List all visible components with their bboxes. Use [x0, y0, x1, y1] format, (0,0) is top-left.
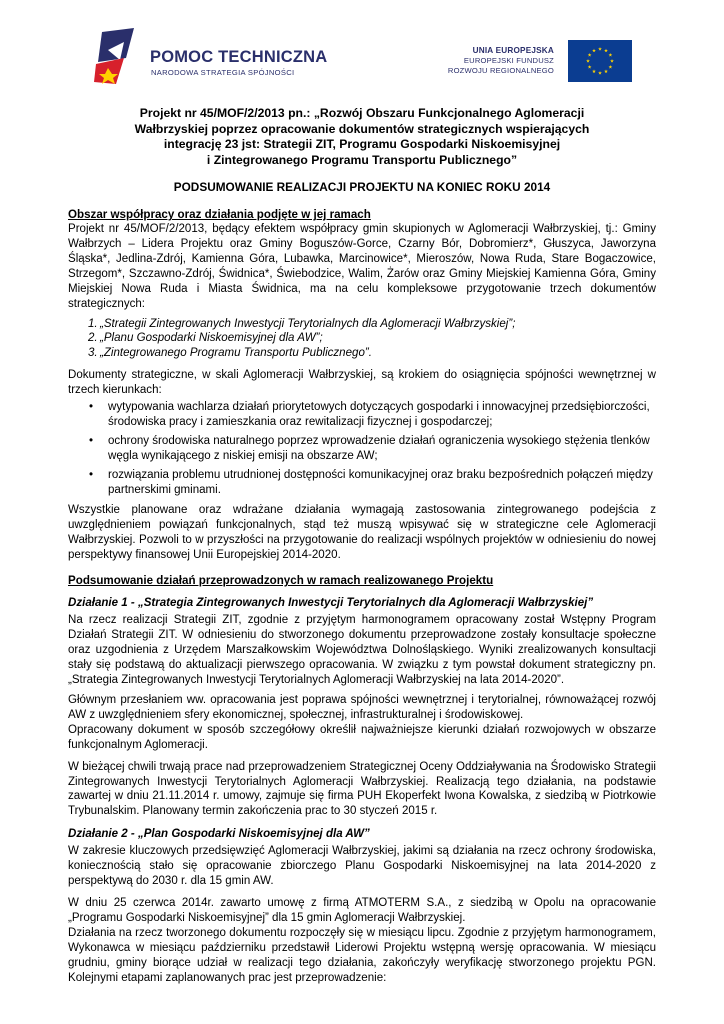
bullet-text: rozwiązania problemu utrudnionej dostępności komunikacyjnej oraz braku bezpośrednich połączeń między partnerskimi gminami.	[108, 469, 653, 496]
action-heading: Działanie 1 - „Strategia Zintegrowanych Inwestycji Terytorialnych dla Aglomeracji Wałbrzyskiej”	[68, 597, 594, 610]
section-heading: Obszar współpracy oraz działania podjęte w jej ramach	[68, 208, 371, 222]
action-heading: Działanie 2 - „Plan Gospodarki Niskoemisyjnej dla AW”	[68, 828, 370, 841]
paragraph: Opracowany dokument w sposób szczegółowy określił najważniejsze kierunki działań rozwojowych w obszarze funkcjonalnym Aglomeracji.	[68, 723, 656, 751]
bullet-icon: •	[89, 469, 94, 482]
list-item-text: „Strategii Zintegrowanych Inwestycji Terytorialnych dla Aglomeracji Wałbrzyskiej”;	[100, 317, 516, 330]
documents-list	[68, 317, 656, 361]
list-number: 1.	[88, 317, 98, 330]
logo-subtitle: NARODOWA STRATEGIA SPÓJNOŚCI	[151, 68, 295, 77]
list-item-text: „Zintegrowanego Programu Transportu Publicznego”.	[100, 347, 372, 359]
bullet-item	[68, 434, 656, 464]
title-line: Wałbrzyskiej poprzez opracowanie dokumentów strategicznych wspierających	[134, 121, 590, 136]
section-heading: Podsumowanie działań przeprowadzonych w ramach realizowanego Projektu	[68, 574, 494, 588]
list-item	[68, 346, 656, 361]
title-line: integrację 23 jst: Strategii ZIT, Programu Gospodarki Niskoemisyjnej	[163, 137, 561, 152]
logo-title: POMOC TECHNICZNA	[150, 48, 328, 66]
paragraph: W dniu 25 czerwca 2014r. zawarto umowę z firmą ATMOTERM S.A., z siedzibą w Opolu na opracowanie „Programu Gospodarki Niskoemisyjnej” dla 15 gmin Aglomeracji Wałbrzyskiej.	[68, 896, 656, 924]
list-item-text: „Planu Gospodarki Niskoemisyjnej dla AW”;	[100, 332, 323, 345]
bullet-text: wytypowania wachlarza działań priorytetowych dotyczących gospodarki i innowacyjnej przedsiębiorczości, środowiska pracy i zamieszkania oraz rewitalizacji fizycznej i gospodarczej;	[108, 401, 650, 429]
bullet-item	[68, 468, 656, 498]
directions-list	[68, 400, 656, 497]
list-number: 2.	[88, 332, 98, 345]
bullet-icon: •	[89, 401, 94, 414]
title-line: i Zintegrowanego Programu Transportu Publicznego”	[206, 152, 518, 167]
paragraph: Projekt nr 45/MOF/2/2013, będący efektem współpracy gmin skupionych w Aglomeracji Wałbrzyskiej, tj.: Gminy Wałbrzych – Lidera Projektu oraz Gminy Boguszów-Gorce, Czarny Bór, Dobromierz*, Głuszyca, Jaworzyna Śląska*, Jedlina-Zdrój, Kamienna Góra, Lubawka, Marcinowice*, Mieroszów, Nowa Ruda, Stare Bogaczowice, Strzegom*, Szczawno-Zdrój, Świdnica*, Świebodzice, Walim, Żarów oraz Gminy Miejskiej Kamienna Góra, Gminy Miejskiej Nowa Ruda i Miasta Świdnica, ma na celu kompleksowe przygotowanie trzech dokumentów strategicznych:	[68, 223, 656, 310]
document-subtitle: PODSUMOWANIE REALIZACJI PROJEKTU NA KONIEC ROKU 2014	[173, 180, 551, 195]
paragraph: Głównym przesłaniem ww. opracowania jest poprawa spójności wewnętrznej i terytorialnej, równoważącej rozwój AW z uwzględnieniem sfery ekonomicznej, społecznej, infrastrukturalnej i środowiskowej.	[68, 694, 656, 721]
eu-logo-line1: UNIA EUROPEJSKA	[472, 46, 554, 55]
list-number: 3.	[88, 347, 98, 359]
paragraph: Dokumenty strategiczne, w skali Aglomeracji Wałbrzyskiej, są krokiem do osiągnięcia spójności wewnętrznej w trzech kierunkach:	[68, 368, 656, 396]
bullet-icon: •	[89, 435, 94, 448]
document-body	[68, 106, 656, 985]
paragraph: Wszystkie planowane oraz wdrażane działania wymagają zastosowania zintegrowanego podejścia z uwzględnieniem powiązań funkcjonalnych, stąd też muszą wpisywać się w strategiczne cele Aglomeracji Wałbrzyskiej. Pozwoli to w przyszłości na przygotowanie do realizacji wspólnych projektów w odniesieniu do nowej perspektywy finansowej Unii Europejskiej 2014-2020.	[68, 503, 656, 561]
pomoc-techniczna-logo	[94, 28, 344, 84]
paragraph: Na rzecz realizacji Strategii ZIT, zgodnie z przyjętym harmonogramem opracowany został Wstępny Program Działań Strategii ZIT. W odniesieniu do stworzonego dokumentu przeprowadzone zostały konsultacje społeczne oraz uzgodnienia z Urzędem Marszałkowskim Województwa Dolnośląskiego. Wyniki zrealizowanych konsultacji stały się podstawą do aktualizacji pierwszego opracowania. W związku z tym powstał dokument strategiczny pn. „Strategia Zintegrowanych Inwestycji Terytorialnych Aglomeracji Wałbrzyskiej na lata 2014-2020”.	[68, 614, 656, 687]
paragraph: W bieżącej chwili trwają prace nad przeprowadzeniem Strategicznej Oceny Oddziaływania na Środowisko Strategii Zintegrowanych Inwestycji Terytorialnych Aglomeracji Wałbrzyskiej. Realizacją tego działania, na podstawie zawartej w dniu 21.11.2014 r. umowy, zajmuje się firma PUH Ekoperfekt Iwona Kowalska, z siedzibą w Piotrkowie Trybunalskim. Planowany termin zakończenia prac to 30 styczeń 2015 r.	[68, 760, 656, 818]
paragraph: Działania na rzecz tworzonego dokumentu rozpoczęły się w miesiącu lipcu. Zgodnie z przyjętym harmonogramem, Wykonawca w miesiącu październiku przedstawił Liderowi Projektu wstępną wersję opracowania. W miesiącu grudniu, gminy biorące udział w realizacji tego działania, zakończyły weryfikację stworzonego projektu PGN. Kolejnymi etapami zaplanowanych prac jest przeprowadzenie:	[68, 926, 656, 984]
paragraph: W zakresie kluczowych przedsięwzięć Aglomeracji Wałbrzyskiej, jakimi są działania na rzecz ochrony środowiska, koniecznością stało się opracowanie zbiorczego Planu Gospodarki Niskoemisyjnej na lata 2014-2020 z perspektywą do 2030 r. dla 15 gmin AW.	[68, 845, 656, 888]
bullet-text: ochrony środowiska naturalnego poprzez wprowadzenie działań ograniczenia wysokiego stężenia tlenków węgla wynikającego z niskiej emisji na obszarze AW;	[108, 435, 650, 463]
eu-logo-line3: ROZWOJU REGIONALNEGO	[447, 65, 554, 75]
document-title	[68, 106, 656, 168]
eu-flag-icon	[568, 40, 632, 82]
bullet-item	[68, 400, 656, 430]
list-item	[68, 331, 656, 346]
eu-logo-line2: EUROPEJSKI FUNDUSZ	[463, 56, 554, 65]
eu-logo	[440, 40, 632, 82]
title-line: Projekt nr 45/MOF/2/2013 pn.: „Rozwój Obszaru Funkcjonalnego Aglomeracji	[139, 106, 585, 120]
eu-logo-text	[448, 46, 554, 75]
pomoc-techniczna-emblem-icon	[94, 28, 140, 84]
list-item	[68, 317, 656, 332]
